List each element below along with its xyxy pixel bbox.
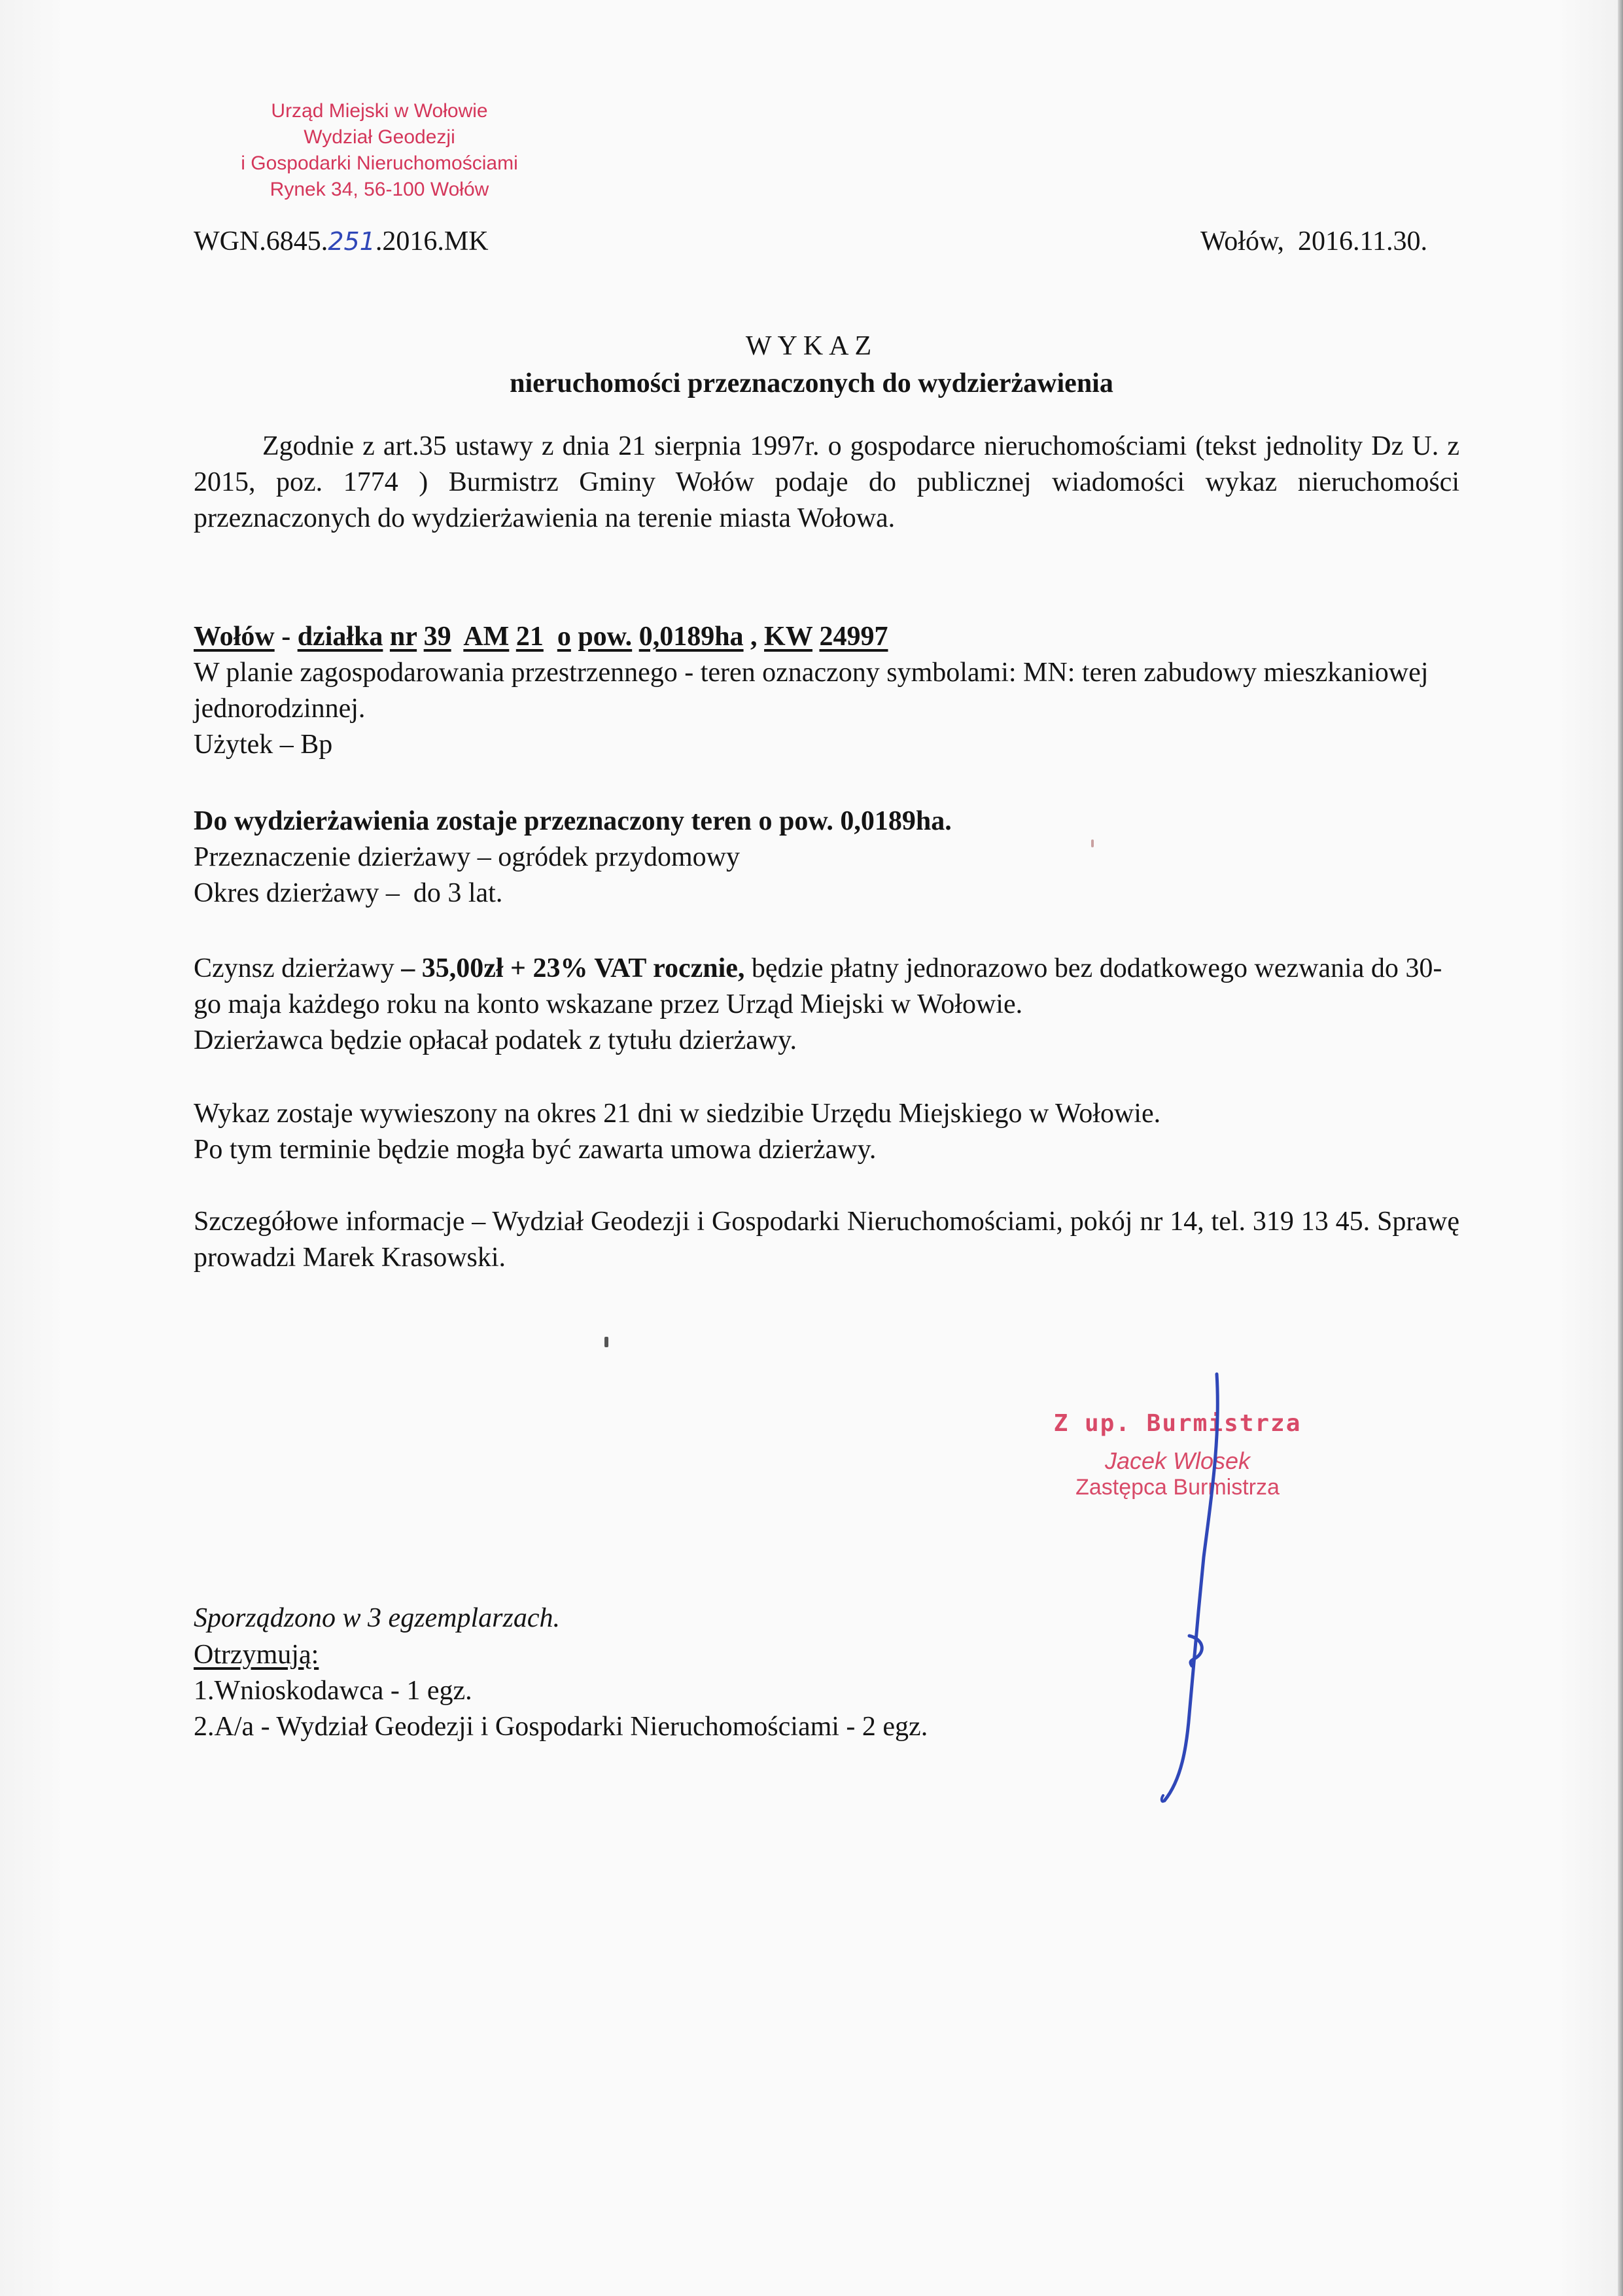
signature-stamp-line: Z up. Burmistrza [1053,1410,1302,1437]
posting-line: Wykaz zostaje wywieszony na okres 21 dni w siedzibie Urzędu Miejskiego w Wołowie. [194,1099,1161,1129]
lease-heading: Do wydzierżawienia zostaje przeznaczony teren o pow. 0,0189ha. [194,806,952,836]
lease-purpose: Przeznaczenie dzierżawy – ogródek przydomowy [194,842,740,872]
rent-amount: – 35,00zł + 23% VAT rocznie, [401,953,745,983]
property-part [451,622,464,652]
stamp-line: i Gospodarki Nieruchomościami [241,152,518,174]
property-part [544,622,557,652]
land-usage: Użytek – Bp [194,730,333,760]
stamp-line: Wydział Geodezji [304,126,455,148]
property-part: działka [297,622,383,652]
property-part [632,622,639,652]
property-heading [194,619,1459,655]
recipients-label-text: Otrzymują: [194,1640,319,1670]
property-part: KW [764,622,812,652]
property-part: 0,0189ha [638,622,744,652]
property-part [812,622,820,652]
stamp-line: Urząd Miejski w Wołowie [271,100,488,122]
signature-stamp-title: Zastępca Burmistrza [1075,1475,1280,1500]
document-title: WYKAZ [745,331,878,361]
signature-stamp-name: Jacek Wlosek [1104,1447,1251,1474]
document-subtitle: nieruchomości przeznaczonych do wydzierżawienia [510,368,1113,398]
place-date: Wołów, 2016.11.30. [1200,226,1427,256]
posting-line: Po tym terminie będzie mogła być zawarta umowa dzierżawy. [194,1135,877,1165]
reference-number [194,226,489,257]
property-part: 24997 [819,622,888,652]
property-part [571,622,578,652]
property-part: Wołów [194,622,275,652]
ref-suffix: .2016.MK [375,226,489,256]
recipient-item: 2.A/a - Wydział Geodezji i Gospodarki Nieruchomościami - 2 egz. [194,1712,928,1742]
property-part: nr [389,622,417,652]
property-part [417,622,424,652]
ref-handwritten: 251 [328,227,375,256]
scan-speck [604,1337,608,1347]
property-part [383,622,390,652]
tax-note: Dzierżawca będzie opłacał podatek z tytułu dzierżawy. [194,1025,797,1055]
intro-paragraph: Zgodnie z art.35 ustawy z dnia 21 sierpnia 1997r. o gospodarce nieruchomościami (tekst jednolity Dz U. z 2015, poz. 1774 ) Burmistrz Gminy Wołów podaje do publicznej wiadomości wykaz nieruchomości przeznaczonych do wydzierżawienia na terenie miasta Wołowa. [194,431,1459,533]
contact-info: Szczegółowe informacje – Wydział Geodezji i Gospodarki Nieruchomościami, pokój nr 14, tel. 319 13 45. Sprawę prowadzi Marek Krasowski. [194,1207,1459,1273]
property-part [509,622,516,652]
property-part: o [557,622,571,652]
rent-paragraph [194,951,1459,1023]
ref-prefix: WGN.6845. [194,226,328,256]
rent-text: będzie płatny jednorazowo bez dodatkowego wezwania do 30-go maja każdego roku na konto wskazane przez Urząd Miejski w Wołowie. [194,953,1442,1019]
property-part: , [743,622,765,652]
property-part: 39 [423,622,451,652]
recipient-item: 1.Wnioskodawca - 1 egz. [194,1676,472,1706]
zoning-plan-text: W planie zagospodarowania przestrzennego - teren oznaczony symbolami: MN: teren zabudowy mieszkaniowej jednorodzinnej. [194,658,1429,724]
property-part: - [274,622,298,652]
stamp-line: Rynek 34, 56-100 Wołów [270,179,489,200]
property-part: AM [463,622,510,652]
rent-text: Czynsz dzierżawy [194,953,402,983]
lease-period: Okres dzierżawy – do 3 lat. [194,878,503,908]
property-part: 21 [515,622,544,652]
property-part: pow. [578,622,633,652]
recipients-label [194,1637,1459,1673]
office-stamp [170,98,589,203]
scan-speck [1091,839,1094,847]
copies-note: Sporządzono w 3 egzemplarzach. [194,1603,561,1633]
